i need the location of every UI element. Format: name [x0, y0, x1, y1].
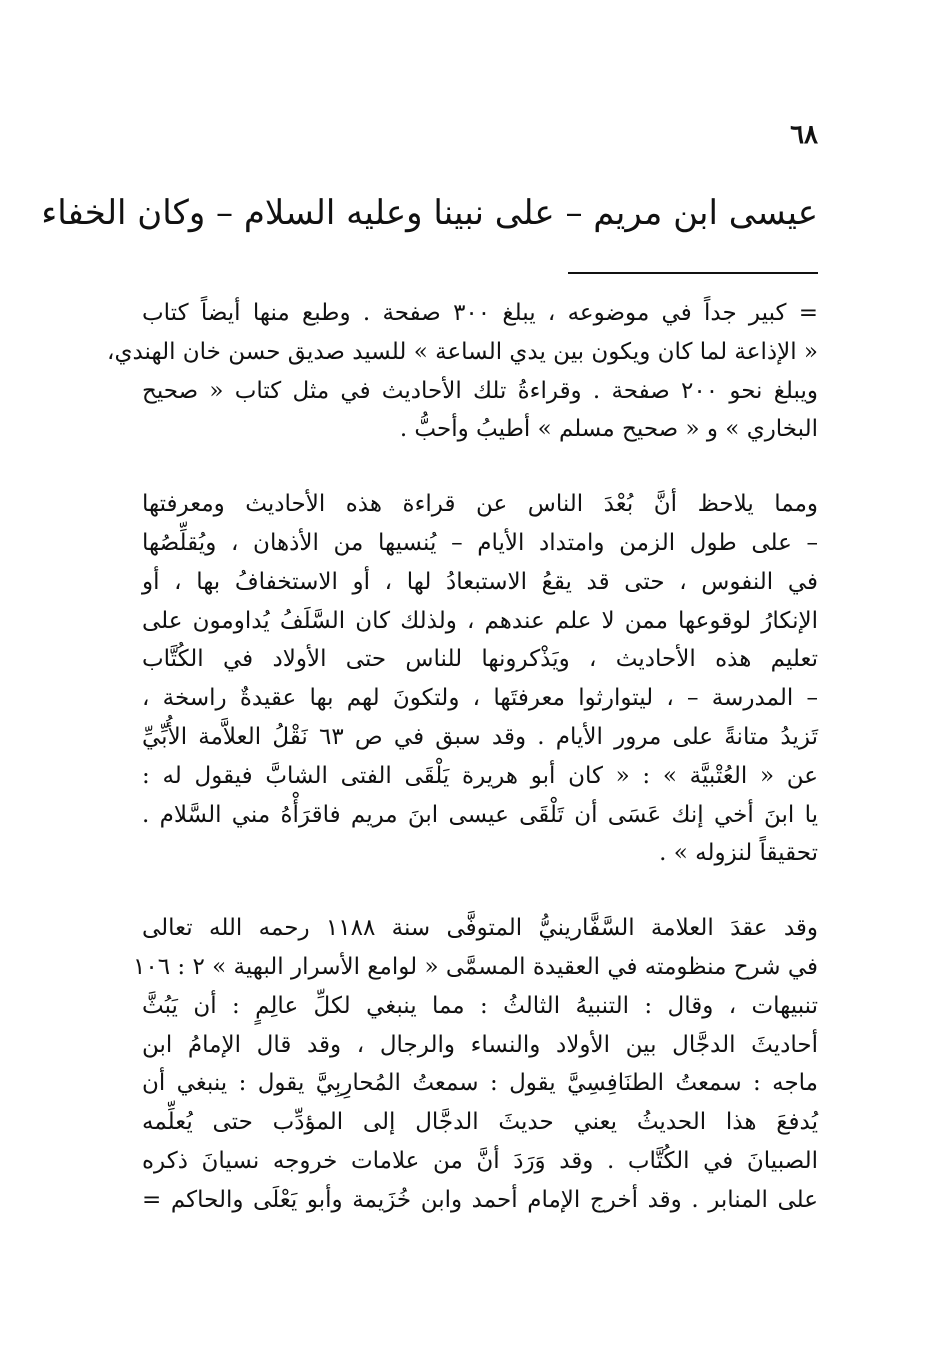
page-number: ٦٨ [790, 120, 818, 150]
text-line: = كبير جداً في موضوعه ، يبلغ ٣٠٠ صفحة . وطبع منها أيضاً كتاب [142, 300, 819, 326]
text-line: – على طول الزمن وامتداد الأيام – يُنسيها من الأذهان ، ويُقلِّصُها [142, 529, 818, 556]
text-line: ومما يلاحظ أنَّ بُعْدَ الناس عن قراءة هذه الأحاديث ومعرفتها [142, 491, 818, 518]
text-line: أحاديثَ الدجَّال بين الأولاد والنساء والرجال ، وقد قال الإمامُ ابن [142, 1031, 818, 1058]
text-line: تحقيقاً لنزوله » . [659, 840, 818, 867]
text-line: تَزيدُ متانةً على مرور الأيام . وقد سبق في ص ٦٣ نَقْلُ العلاَّمة الأُبِّيِّ [142, 723, 818, 750]
text-line: تنبيهات ، وقال : التنبيهُ الثالثُ : مما ينبغي لكلِّ عالِمٍ : أن يَبُثَّ [142, 992, 818, 1019]
text-line: – المدرسة – ، ليتوارثوا معرفتَها ، ولتكونَ لهم بها عقيدةٌ راسخة ، [142, 685, 818, 712]
text-line: تعليم هذه الأحاديث ، ويَذْكرونها للناس حتى الأولاد في الكُتَّاب [142, 646, 818, 673]
text-line: يا ابنَ أخي إنك عَسَى أن تَلْقَى عيسى ابنَ مريم فاقرَأْهُ مني السَّلام . [142, 801, 818, 828]
text-line: ماجه : سمعتُ الطنَافِسِيَّ يقول : سمعتُ المُحارِبِيَّ يقول : ينبغي أن [142, 1070, 818, 1097]
text-line: الصبيانَ في الكُتَّاب . وقد وَرَدَ أنَّ من علامات خروجه نسيانَ ذكره [142, 1147, 818, 1174]
text-line: ويبلغ نحو ٢٠٠ صفحة . وقراءةُ تلك الأحاديث في مثل كتاب « صحيح [142, 377, 818, 404]
text-line: على المنابر . وقد أخرج الإمام أحمد وابن خُزَيمة وأبو يَعْلَى والحاكم = [142, 1186, 818, 1213]
text-line: في النفوس ، حتى قد يقعُ الاستبعادُ لها ، أو الاستخفافُ بها ، أو [142, 568, 818, 595]
text-line: وقد عقدَ العلامة السَّفَّارينيُّ المتوفَّى سنة ١١٨٨ رحمه الله تعالى [142, 915, 818, 942]
main-text-line: عيسى ابن مريم – على نبينا وعليه السلام – وكان الخفاء [41, 193, 818, 233]
footnote-paragraph-2 [142, 485, 818, 873]
text-line: البخاري » و « صحيح مسلم » أطيبُ وأحبُّ . [399, 416, 818, 443]
text-line: الإنكارُ لوقوعها ممن لا علم عندهم ، ولذلك كان السَّلَفُ يُداومون على [142, 607, 818, 634]
text-line: « الإذاعة لما كان ويكون بين يدي الساعة » للسيد صديق حسن خان الهندي، [107, 338, 818, 365]
text-line: يُدفعَ هذا الحديثُ يعني حديثَ الدجَّال إلى المؤدِّب حتى يُعلِّمه [142, 1109, 818, 1136]
footnote-paragraph-3 [133, 909, 818, 1219]
text-line: في شرح منظومته في العقيدة المسمَّى « لوامع الأسرار البهية » ٢ : ١٠٦ [133, 953, 818, 980]
footnote-separator [568, 272, 818, 274]
footnotes-section [107, 294, 819, 1256]
text-line: عن « العُتْبيَّة » : « كان أبو هريرة يَلْقَى الفتى الشابَّ فيقول له : [142, 762, 818, 789]
footnote-paragraph-1 [107, 294, 819, 449]
